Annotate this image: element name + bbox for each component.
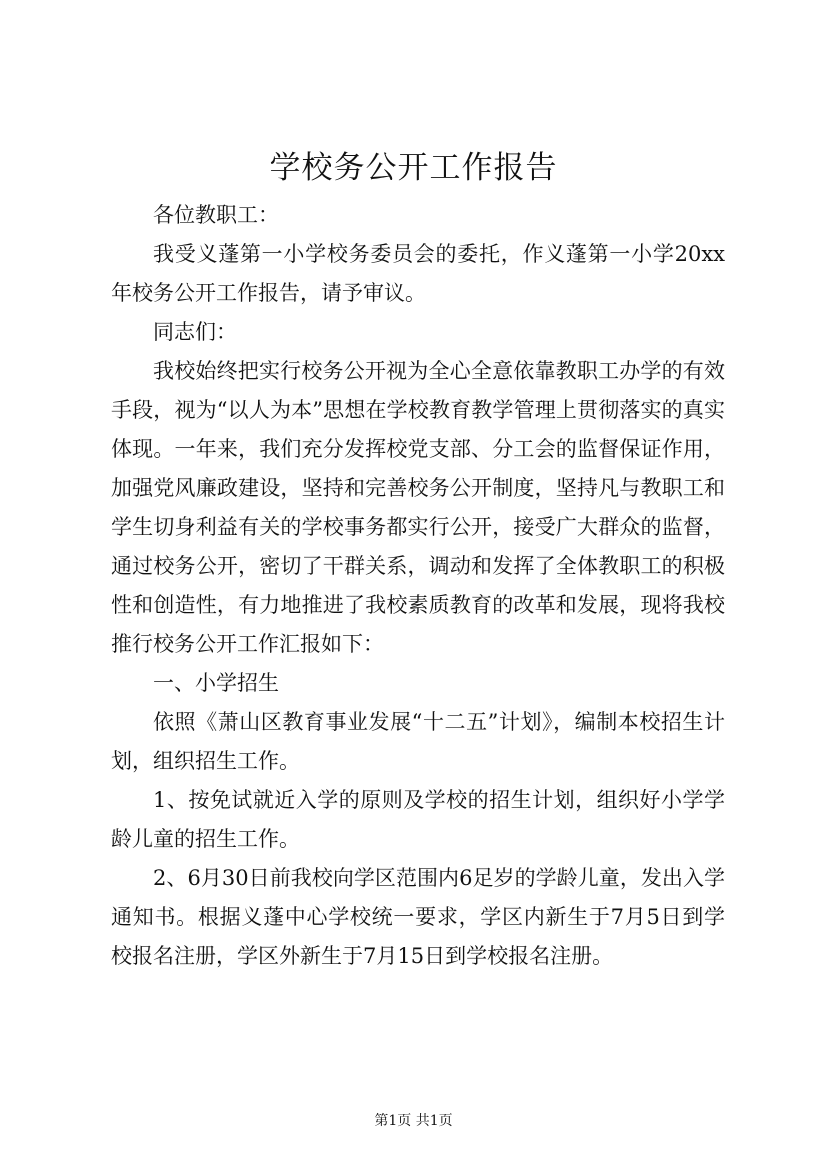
salutation-paragraph: 各位教职工： [153, 203, 279, 227]
section-paragraph: 依照《萧山区教育事业发展“十二五”计划》，编制本校招生计划，组织招生工作。 [111, 710, 725, 773]
page-footer: 第1页 共1页 [374, 1113, 453, 1129]
list-item-2: 2、6月30日前我校向学区范围内6足岁的学龄儿童，发出入学通知书。根据义蓬中心学校统一要求，学区内新生于7月5日到学校报名注册，学区外新生于7月15日到学校报名注册。 [111, 866, 725, 968]
address-paragraph: 同志们： [153, 320, 237, 344]
intro-paragraph: 我受义蓬第一小学校务委员会的委托，作义蓬第一小学20xx年校务公开工作报告，请予审议。 [111, 242, 725, 305]
document-body [111, 196, 725, 976]
list-item-1: 1、按免试就近入学的原则及学校的招生计划，组织好小学学龄儿童的招生工作。 [111, 788, 725, 851]
document-title: 学校务公开工作报告 [269, 150, 558, 186]
overview-paragraph: 我校始终把实行校务公开视为全心全意依靠教职工办学的有效手段，视为“以人为本”思想在学校教育教学管理上贯彻落实的真实体现。一年来，我们充分发挥校党支部、分工会的监督保证作用，加强党风廉政建设，坚持和完善校务公开制度，坚持凡与教职工和学生切身利益有关的学校事务都实行公开，接受广大群众的监督，通过校务公开，密切了干群关系，调动和发挥了全体教职工的积极性和创造性，有力地推进了我校素质教育的改革和发展，现将我校推行校务公开工作汇报如下： [111, 359, 725, 656]
section-heading: 一、小学招生 [153, 671, 279, 695]
